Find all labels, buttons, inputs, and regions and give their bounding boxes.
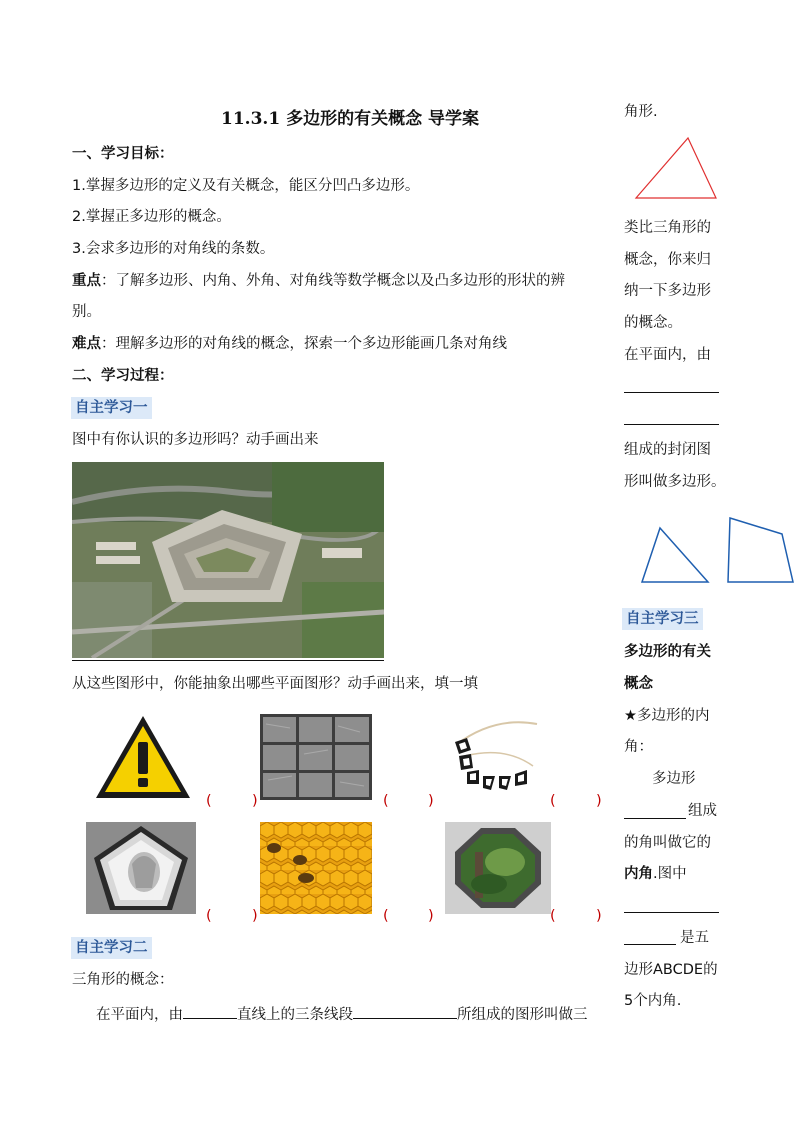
answer-paren-6-open: ( bbox=[550, 908, 556, 924]
difficulty-label: 难点 bbox=[72, 336, 101, 352]
goal-3: 3.会求多边形的对角线的条数。 bbox=[72, 241, 275, 257]
answer-paren-3-open: ( bbox=[550, 793, 556, 809]
sidebar-blank-5[interactable] bbox=[624, 944, 676, 945]
fill-blank-1[interactable] bbox=[183, 1002, 237, 1019]
question-1: 图中有你认识的多边形吗？动手画出来 bbox=[72, 432, 319, 448]
sidebar-continuation: 角形. bbox=[624, 104, 658, 120]
five-angles: 5个内角. bbox=[624, 993, 682, 1009]
stone-tiles-image bbox=[260, 714, 372, 800]
honeycomb-image bbox=[260, 822, 372, 914]
sidebar-p3-line1: 组成的封闭图 bbox=[624, 442, 711, 458]
answer-paren-1-open: ( bbox=[206, 793, 212, 809]
difficulty-text: ：理解多边形的对角线的概念，探索一个多边形能画几条对角线 bbox=[101, 336, 507, 352]
sidebar-p1-line4: 的概念。 bbox=[624, 315, 682, 331]
answer-paren-2-open: ( bbox=[383, 793, 389, 809]
inner-angle-term: 内角 bbox=[624, 866, 653, 882]
sidebar-blank-2[interactable] bbox=[624, 424, 719, 425]
def-part-1: 在平面内，由 bbox=[96, 1007, 183, 1023]
goal-1: 1.掌握多边形的定义及有关概念，能区分凹凸多边形。 bbox=[72, 178, 420, 194]
answer-paren-6-close: ) bbox=[596, 908, 602, 924]
pentagon-coin-image bbox=[86, 822, 196, 914]
photo-underline bbox=[72, 660, 384, 661]
section1-heading: 一、学习目标： bbox=[72, 146, 174, 162]
self-study-3-heading: 自主学习三 bbox=[622, 608, 703, 630]
answer-paren-4-open: ( bbox=[206, 908, 212, 924]
sidebar-p3-line2: 形叫做多边形。 bbox=[624, 474, 726, 490]
concept-title-line2: 概念 bbox=[624, 676, 653, 692]
pentagon-aerial-photo bbox=[72, 462, 384, 658]
in-figure: .图中 bbox=[653, 866, 687, 882]
sidebar-blank-3[interactable] bbox=[624, 818, 686, 819]
angle-called: 的角叫做它的 bbox=[624, 835, 711, 851]
answer-paren-1-close: ) bbox=[252, 793, 258, 809]
triangle-definition bbox=[96, 1002, 588, 1025]
page-title: 11.3.1 多边形的有关概念 导学案 bbox=[221, 109, 479, 129]
is-five: 是五 bbox=[680, 930, 709, 946]
octagon-window-image bbox=[445, 822, 551, 914]
polygon-word: 多边形 bbox=[652, 771, 696, 787]
red-triangle-figure bbox=[634, 136, 718, 200]
key-points bbox=[72, 271, 565, 291]
self-study-2-heading: 自主学习二 bbox=[71, 937, 152, 959]
sidebar-blank-1[interactable] bbox=[624, 392, 719, 393]
formed-word: 组成 bbox=[688, 803, 717, 819]
sidebar-p2: 在平面内，由 bbox=[624, 347, 711, 363]
star-item-2: 角： bbox=[624, 739, 653, 755]
answer-paren-4-close: ) bbox=[252, 908, 258, 924]
necklace-image bbox=[445, 716, 549, 798]
answer-paren-5-open: ( bbox=[383, 908, 389, 924]
sidebar-p1-line3: 纳一下多边形 bbox=[624, 283, 711, 299]
question-2: 从这些图形中，你能抽象出哪些平面图形？动手画出来，填一填 bbox=[72, 676, 478, 692]
sidebar-p1-line2: 概念，你来归 bbox=[624, 252, 711, 268]
def-part-2: 直线上的三条线段 bbox=[237, 1007, 353, 1023]
fill-blank-2[interactable] bbox=[353, 1002, 457, 1019]
star-item: ★多边形的内 bbox=[624, 708, 710, 724]
sidebar-blank-4[interactable] bbox=[624, 912, 719, 913]
concept-title-line1: 多边形的有关 bbox=[624, 644, 711, 660]
key-text-2: 别。 bbox=[72, 304, 101, 320]
answer-paren-5-close: ) bbox=[428, 908, 434, 924]
section2-heading: 二、学习过程： bbox=[72, 368, 174, 384]
def-part-3: 所组成的图形叫做三 bbox=[457, 1007, 588, 1023]
key-text: ：了解多边形、内角、外角、对角线等数学概念以及凸多边形的形状的辨 bbox=[101, 273, 565, 289]
blue-shapes-figure bbox=[640, 514, 794, 586]
warning-sign-image bbox=[92, 712, 194, 804]
triangle-concept-label: 三角形的概念： bbox=[72, 972, 174, 988]
pentagon-name: 边形ABCDE的 bbox=[624, 962, 718, 978]
inner-angle-line bbox=[624, 864, 687, 884]
sidebar-p1-line1: 类比三角形的 bbox=[624, 220, 711, 236]
difficulty bbox=[72, 334, 507, 354]
key-label: 重点 bbox=[72, 273, 101, 289]
goal-2: 2.掌握正多边形的概念。 bbox=[72, 209, 231, 225]
self-study-1-heading: 自主学习一 bbox=[71, 397, 152, 419]
answer-paren-3-close: ) bbox=[596, 793, 602, 809]
answer-paren-2-close: ) bbox=[428, 793, 434, 809]
